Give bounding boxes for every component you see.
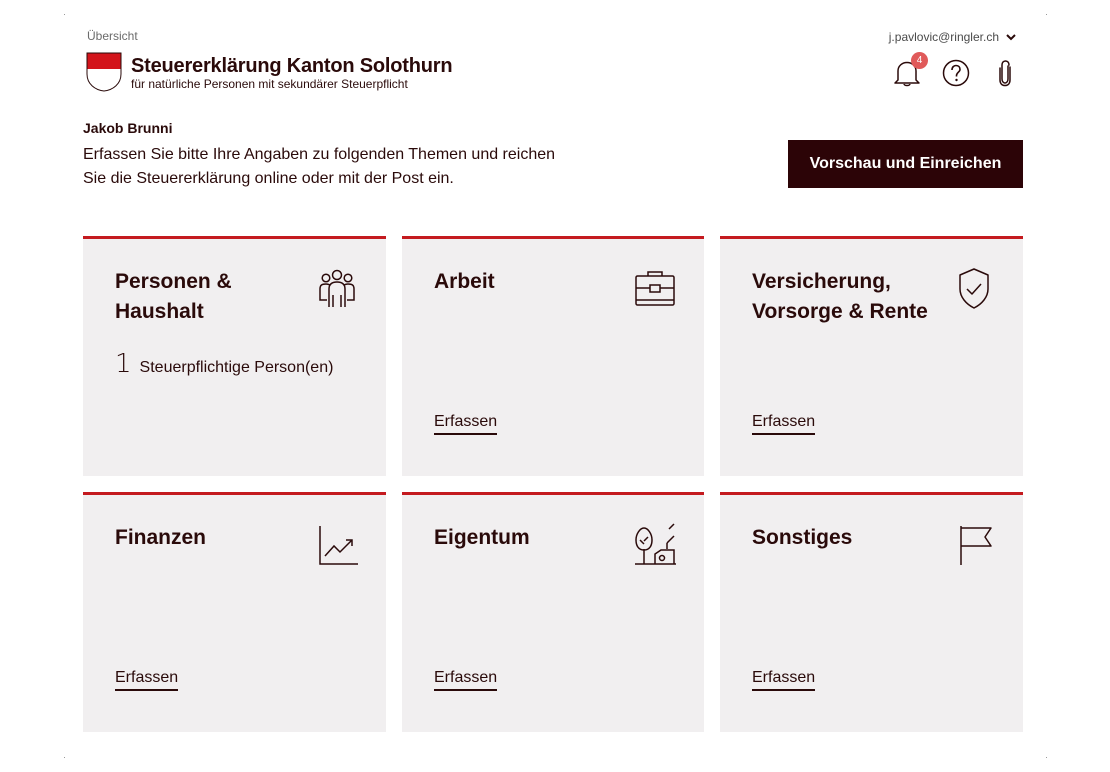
card-title: Arbeit [434,270,495,293]
corner-mark [64,14,65,15]
corner-mark [64,757,65,758]
chart-up-icon [315,523,359,567]
card-versicherung[interactable] [720,236,1023,476]
card-title: Finanzen [115,526,207,549]
help-button[interactable] [941,58,971,88]
card-arbeit[interactable] [402,236,704,476]
property-icon [633,523,677,567]
erfassen-link[interactable]: Erfassen [434,413,497,435]
taxpayer-name: Jakob Brunni [83,120,173,136]
canton-crest-icon [86,52,122,92]
flag-icon [952,523,996,567]
count-number: 1 [115,349,132,379]
erfassen-link[interactable]: Erfassen [752,669,815,691]
erfassen-link[interactable]: Erfassen [434,669,497,691]
preview-submit-button[interactable]: Vorschau und Einreichen [788,140,1023,188]
card-title: Personen & Haushalt [115,270,232,323]
card-finanzen[interactable] [83,492,386,732]
notification-badge: 4 [911,52,928,69]
app-title: Steuererklärung Kanton Solothurn [131,55,453,77]
erfassen-link[interactable]: Erfassen [752,413,815,435]
count-label: Steuerpflichtige Person(en) [139,359,334,376]
erfassen-link[interactable]: Erfassen [115,669,178,691]
card-title: Versicherung, Vorsorge & Rente [752,270,928,323]
notifications-button[interactable] [892,55,923,88]
intro-text: Erfassen Sie bitte Ihre Angaben zu folgenden Themen und reichen Sie die Steuererklärung online oder mit der Post ein. [83,146,556,187]
header-actions [892,55,1020,88]
user-menu[interactable] [889,30,1017,44]
card-title: Eigentum [434,526,530,549]
paperclip-icon [994,59,1016,87]
card-eigentum[interactable] [402,492,704,732]
shield-check-icon [952,267,996,311]
attachments-button[interactable] [990,58,1020,88]
card-sonstiges[interactable] [720,492,1023,732]
topic-grid [83,236,1023,732]
corner-mark [1046,14,1047,15]
briefcase-icon [633,267,677,311]
card-title: Sonstiges [752,526,853,549]
chevron-down-icon [1005,31,1017,43]
breadcrumb[interactable]: Übersicht [87,29,138,43]
app-subtitle: für natürliche Personen mit sekundärer Steuerpflicht [131,77,408,91]
card-personen-haushalt[interactable] [83,236,386,476]
help-icon [942,59,970,87]
user-email: j.pavlovic@ringler.ch [888,30,999,44]
corner-mark [1046,757,1047,758]
people-icon [315,267,359,311]
taxpayer-count [115,349,333,379]
